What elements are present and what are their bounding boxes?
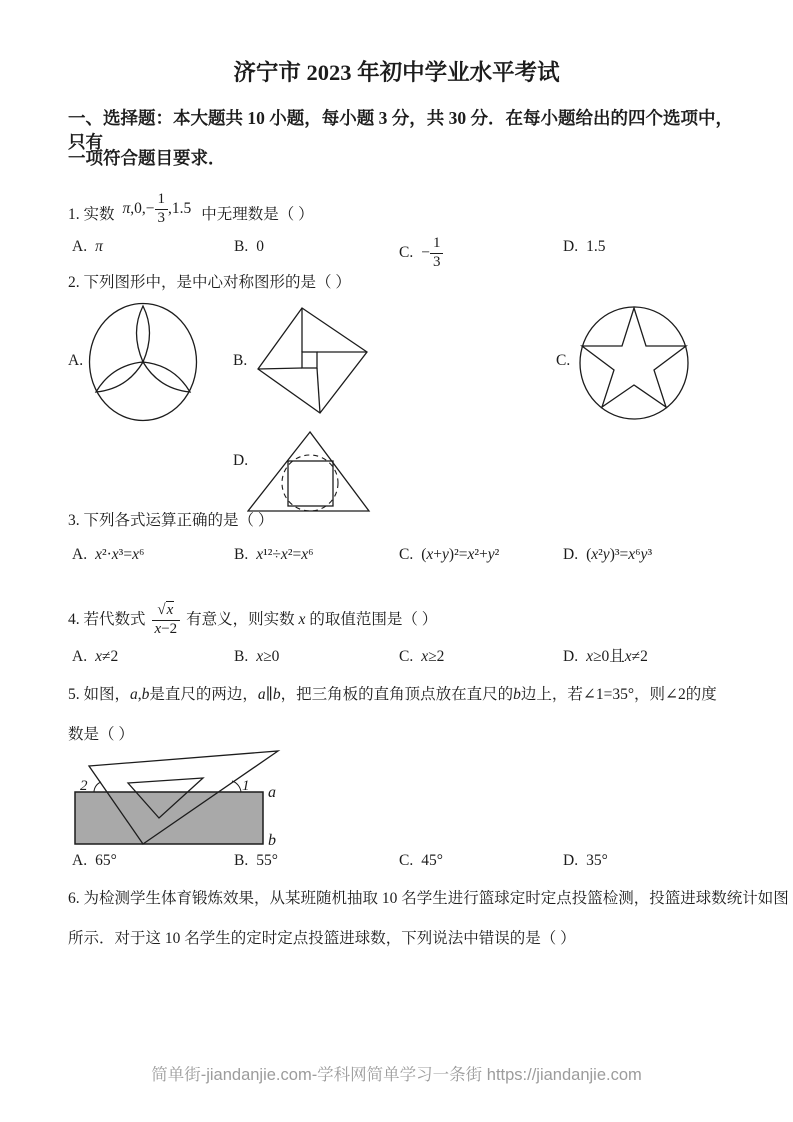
- q3-option-b: B. x¹²÷x²=x⁶: [234, 546, 314, 563]
- q3-option-c: C. (x+y)²=x²+y²: [399, 546, 500, 563]
- q1-option-c: C. − $\frac{1}{3}$: [399, 236, 443, 271]
- q2-figure-c-star-in-circle: [578, 306, 690, 420]
- question-2-stem: 2. 下列图形中，是中心对称图形的是（ ）: [68, 274, 351, 291]
- section-heading-line1: 一、选择题：本大题共 10 小题，每小题 3 分，共 30 分．在每小题给出的四个选项中，只有: [68, 108, 733, 152]
- q1-option-d: D. 1.5: [563, 238, 606, 255]
- q5-option-d: D. 35°: [563, 852, 608, 869]
- q2-figure-label-b: B.: [233, 352, 248, 369]
- q1-formula-fraction: $\frac{1}{3}$: [155, 192, 169, 227]
- q4-option-b: B. x≥0: [234, 648, 280, 665]
- q5-option-a: A. 65°: [72, 852, 117, 869]
- q3-option-a: A. x²·x³=x⁶: [72, 546, 145, 563]
- q1-option-a: A. π: [72, 238, 103, 255]
- q4-prefix: 4. 若代数式: [68, 611, 146, 628]
- edge-a-label: a: [268, 784, 276, 801]
- q4-suffix: 有意义，则实数 x 的取值范围是（ ）: [186, 611, 438, 628]
- section-heading-line2: 一项符合题目要求．: [68, 148, 226, 168]
- exam-title: 济宁市 2023 年初中学业水平考试: [233, 60, 560, 85]
- footer-watermark: 简单街-jiandanjie.com-学科网简单学习一条街 https://jiandanjie.com: [151, 1066, 642, 1084]
- q4-option-c: C. x≥2: [399, 648, 445, 665]
- question-4-stem: [68, 596, 768, 644]
- q2-figure-label-c: C.: [556, 352, 571, 369]
- q1-suffix: 中无理数是（ ）: [201, 205, 314, 223]
- question-5-stem-line1: 5. 如图，a,b是直尺的两边，a∥b，把三角板的直角顶点放在直尺的b边上，若∠1=35°，则∠2的度: [68, 686, 717, 703]
- edge-b-label: b: [268, 832, 276, 849]
- ruler-body: [75, 792, 263, 844]
- q4-option-a: A. x≠2: [72, 648, 119, 665]
- q2-figure-label-d: D.: [233, 452, 249, 469]
- q4-option-d: D. x≥0且x≠2: [563, 648, 648, 665]
- question-6-stem-line2: 所示．对于这 10 名学生的定时定点投篮进球数，下列说法中错误的是（ ）: [68, 930, 576, 947]
- q5-options: [66, 850, 776, 890]
- angle-1-label: 1: [242, 778, 250, 794]
- q3-options: [66, 544, 776, 584]
- question-1-stem: [68, 192, 768, 227]
- q1-options: [66, 236, 776, 276]
- angle-2-label: 2: [80, 778, 88, 794]
- q5-option-b: B. 55°: [234, 852, 278, 869]
- q1-option-b: B. 0: [234, 238, 264, 255]
- q2-figure-b-pinwheel: [250, 303, 370, 415]
- angle-1-arc: [232, 781, 241, 792]
- q5-option-c: C. 45°: [399, 852, 443, 869]
- q3-option-d: D. (x²y)³=x⁶y³: [563, 546, 653, 563]
- q4-options: [66, 646, 776, 686]
- question-5-stem-line2: 数是（ ）: [68, 726, 134, 743]
- q2-figure-label-a: A.: [68, 352, 84, 369]
- q1-prefix: 1. 实数: [68, 205, 115, 223]
- q1-formula: π,0,− $\frac{1}{3}$ ,1.5: [122, 191, 192, 226]
- question-6-stem-line1: 6. 为检测学生体育锻炼效果，从某班随机抽取 10 名学生进行篮球定时定点投篮检测，投篮进球数统计如图: [68, 890, 789, 907]
- q4-formula-fraction: $\frac{√x}{x-2}$: [152, 603, 181, 638]
- angle-2-arc: [94, 782, 101, 792]
- question-3-stem: 3. 下列各式运算正确的是（ ）: [68, 512, 274, 529]
- q5-figure-ruler-set-square: [68, 738, 283, 850]
- q2-figure-a-trefoil-circle: [88, 302, 198, 422]
- q2-figure-d-triangle-circle-square: [247, 430, 372, 514]
